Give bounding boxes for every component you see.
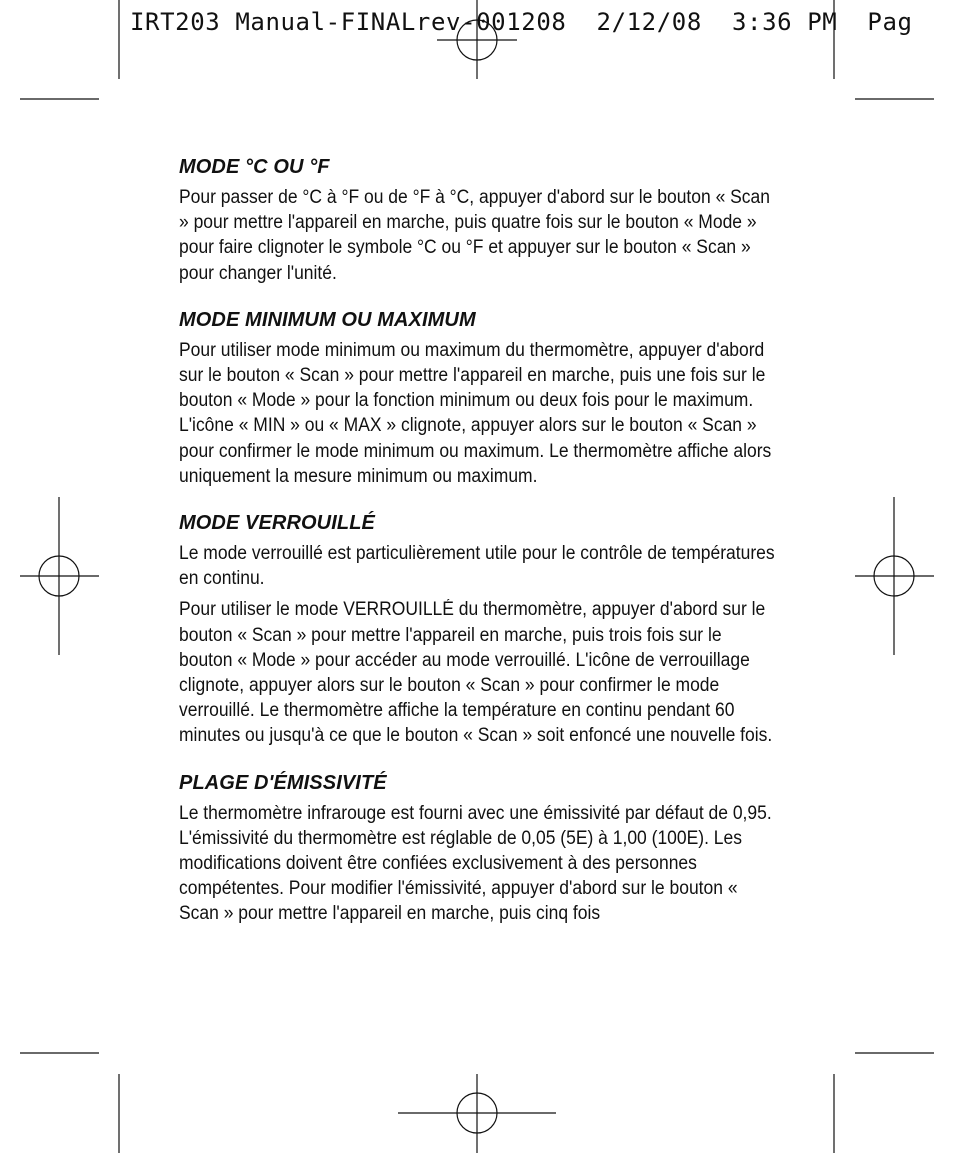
section-heading: MODE VERROUILLÉ [179, 512, 375, 535]
registration-mark-left [20, 497, 99, 655]
manual-page-content [179, 155, 779, 949]
registration-mark-bottom [398, 1074, 556, 1153]
registration-mark-top [437, 0, 517, 79]
section-heading: MODE °C OU °F [179, 156, 330, 178]
section-paragraph: Pour passer de °C à °F ou de °F à °C, appuyer d'abord sur le bouton « Scan » pour mettre l'appareil en marche, puis quatre fois sur le bouton « Mode » pour faire clignoter le symbole °C ou °F et appuyer sur le bouton « Scan » pour changer l'unité. [179, 187, 770, 284]
section-paragraph: Le thermomètre infrarouge est fourni avec une émissivité par défaut de 0,95. L'émissivité du thermomètre est réglable de 0,05 (5E) à 1,00 (100E). Les modifications doivent être confiées exclusivement à des personnes compétentes. Pour modifier l'émissivité, appuyer d'abord sur le bouton « Scan » pour mettre l'appareil en marche, puis cinq fois [179, 802, 772, 925]
section-paragraph: Le mode verrouillé est particulièrement utile pour le contrôle de températures en continu. [179, 543, 775, 590]
section-paragraph: Pour utiliser mode minimum ou maximum du thermomètre, appuyer d'abord sur le bouton « Scan » pour mettre l'appareil en marche, puis une fois sur le bouton « Mode » pour la fonction minimum ou deux fois pour le maximum. L'icône « MIN » ou « MAX » clignote, appuyer alors sur le bouton « Scan » pour confirmer le mode minimum ou maximum. Le thermomètre affiche alors uniquement la mesure minimum ou maximum. [179, 339, 772, 487]
registration-mark-right [855, 497, 934, 655]
section-locked-mode [179, 511, 779, 749]
section-heading: MODE MINIMUM OU MAXIMUM [179, 308, 476, 331]
section-paragraph: Pour utiliser le mode VERROUILLÉ du thermomètre, appuyer d'abord sur le bouton « Scan » pour mettre l'appareil en marche, puis trois fois sur le bouton « Mode » pour accéder au mode verrouillé. L'icône de verrouillage clignote, appuyer alors sur le bouton « Scan » pour confirmer le mode verrouillé. Le thermomètre affiche la température en continu pendant 60 minutes ou jusqu'à ce que le bouton « Scan » soit enfoncé une nouvelle fois. [179, 599, 773, 747]
section-emissivity [179, 771, 779, 927]
section-heading: PLAGE D'ÉMISSIVITÉ [179, 771, 387, 794]
section-min-max [179, 308, 779, 489]
print-slug-line: IRT203 Manual-FINALrev-001208 2/12/08 3:36 PM Pag [130, 8, 913, 36]
section-celsius-fahrenheit [179, 155, 779, 286]
